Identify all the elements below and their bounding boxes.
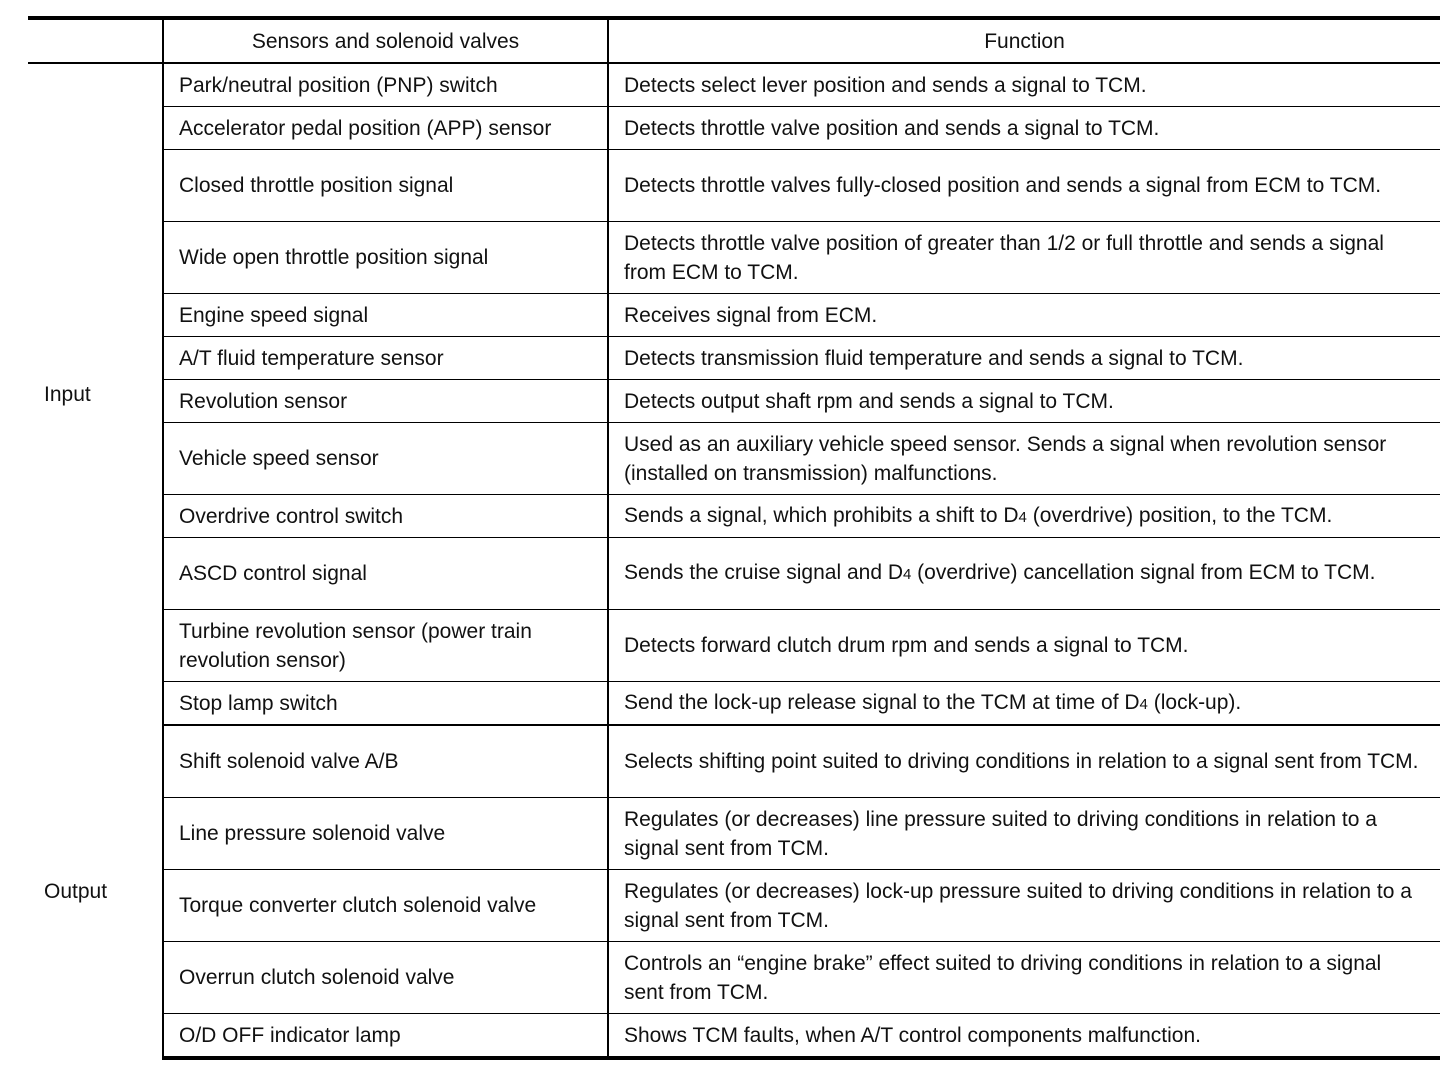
table-row [28, 423, 1440, 495]
sensor-cell: Turbine revolution sensor (power train revolution sensor) [163, 610, 608, 682]
sensor-cell: ASCD control signal [163, 538, 608, 610]
header-sensor-cell: Sensors and solenoid valves [163, 18, 608, 63]
function-text: (overdrive) cancellation signal from ECM to TCM. [911, 561, 1376, 584]
sensor-cell: Stop lamp switch [163, 682, 608, 726]
header-function-cell: Function [608, 18, 1440, 63]
function-text: Send the lock-up release signal to the TCM at time of D [624, 690, 1140, 714]
sensor-cell: Engine speed signal [163, 294, 608, 337]
table-row [28, 610, 1440, 682]
function-cell: Selects shifting point suited to driving conditions in relation to a signal sent from TCM. [608, 725, 1440, 798]
function-cell [608, 682, 1440, 726]
table-row [28, 538, 1440, 610]
header-group-cell [28, 18, 163, 63]
sensors-function-table [28, 16, 1440, 1060]
table-row [28, 1014, 1440, 1059]
table-row [28, 682, 1440, 726]
table-row [28, 495, 1440, 538]
table-header [28, 18, 1440, 63]
function-cell: Detects throttle valve position and sends a signal to TCM. [608, 107, 1440, 150]
subscript-text: 4 [1018, 508, 1027, 526]
function-cell: Used as an auxiliary vehicle speed sensor. Sends a signal when revolution sensor (installed on transmission) malfunctions. [608, 423, 1440, 495]
function-cell: Detects throttle valve position of greater than 1/2 or full throttle and sends a signal from ECM to TCM. [608, 222, 1440, 294]
sensor-cell: Revolution sensor [163, 380, 608, 423]
subscript-text: 4 [903, 566, 912, 583]
sensor-cell: Park/neutral position (PNP) switch [163, 63, 608, 107]
function-text: Sends a signal, which prohibits a shift to D [624, 503, 1019, 527]
table-row [28, 870, 1440, 942]
group-label-input: Input [44, 383, 91, 406]
sensor-cell: Wide open throttle position signal [163, 222, 608, 294]
table-row [28, 294, 1440, 337]
function-cell: Detects forward clutch drum rpm and sends a signal to TCM. [608, 610, 1440, 682]
sensor-cell: Overrun clutch solenoid valve [163, 942, 608, 1014]
header-row [28, 18, 1440, 63]
sensor-cell: Line pressure solenoid valve [163, 798, 608, 870]
subscript-text: 4 [1139, 695, 1148, 713]
table-row [28, 942, 1440, 1014]
table-row [28, 725, 1440, 798]
sensor-cell: Torque converter clutch solenoid valve [163, 870, 608, 942]
table-row [28, 380, 1440, 423]
function-text: (lock-up). [1147, 690, 1242, 714]
function-cell: Controls an “engine brake” effect suited to driving conditions in relation to a signal sent from TCM. [608, 942, 1440, 1014]
sensor-cell: Vehicle speed sensor [163, 423, 608, 495]
table-row [28, 63, 1440, 107]
function-cell: Shows TCM faults, when A/T control components malfunction. [608, 1014, 1440, 1059]
table-row [28, 150, 1440, 222]
function-cell: Detects output shaft rpm and sends a signal to TCM. [608, 380, 1440, 423]
function-text: Sends the cruise signal and D [624, 561, 903, 584]
function-cell [608, 538, 1440, 610]
table-row [28, 107, 1440, 150]
function-cell: Detects throttle valves fully-closed position and sends a signal from ECM to TCM. [608, 150, 1440, 222]
table-row [28, 337, 1440, 380]
group-label-output: Output [44, 880, 108, 903]
function-cell: Detects select lever position and sends a signal to TCM. [608, 63, 1440, 107]
table-row [28, 798, 1440, 870]
sensor-cell: Closed throttle position signal [163, 150, 608, 222]
sensor-cell: O/D OFF indicator lamp [163, 1014, 608, 1059]
sensor-cell: Overdrive control switch [163, 495, 608, 538]
table-body [28, 63, 1440, 1058]
sensor-cell: A/T fluid temperature sensor [163, 337, 608, 380]
function-cell: Receives signal from ECM. [608, 294, 1440, 337]
sensor-cell: Shift solenoid valve A/B [163, 725, 608, 798]
sensor-cell: Accelerator pedal position (APP) sensor [163, 107, 608, 150]
function-text: (overdrive) position, to the TCM. [1026, 503, 1333, 527]
function-cell [608, 495, 1440, 538]
table-row [28, 222, 1440, 294]
function-cell: Detects transmission fluid temperature and sends a signal to TCM. [608, 337, 1440, 380]
function-cell: Regulates (or decreases) lock-up pressure suited to driving conditions in relation to a signal sent from TCM. [608, 870, 1440, 942]
function-cell: Regulates (or decreases) line pressure suited to driving conditions in relation to a signal sent from TCM. [608, 798, 1440, 870]
